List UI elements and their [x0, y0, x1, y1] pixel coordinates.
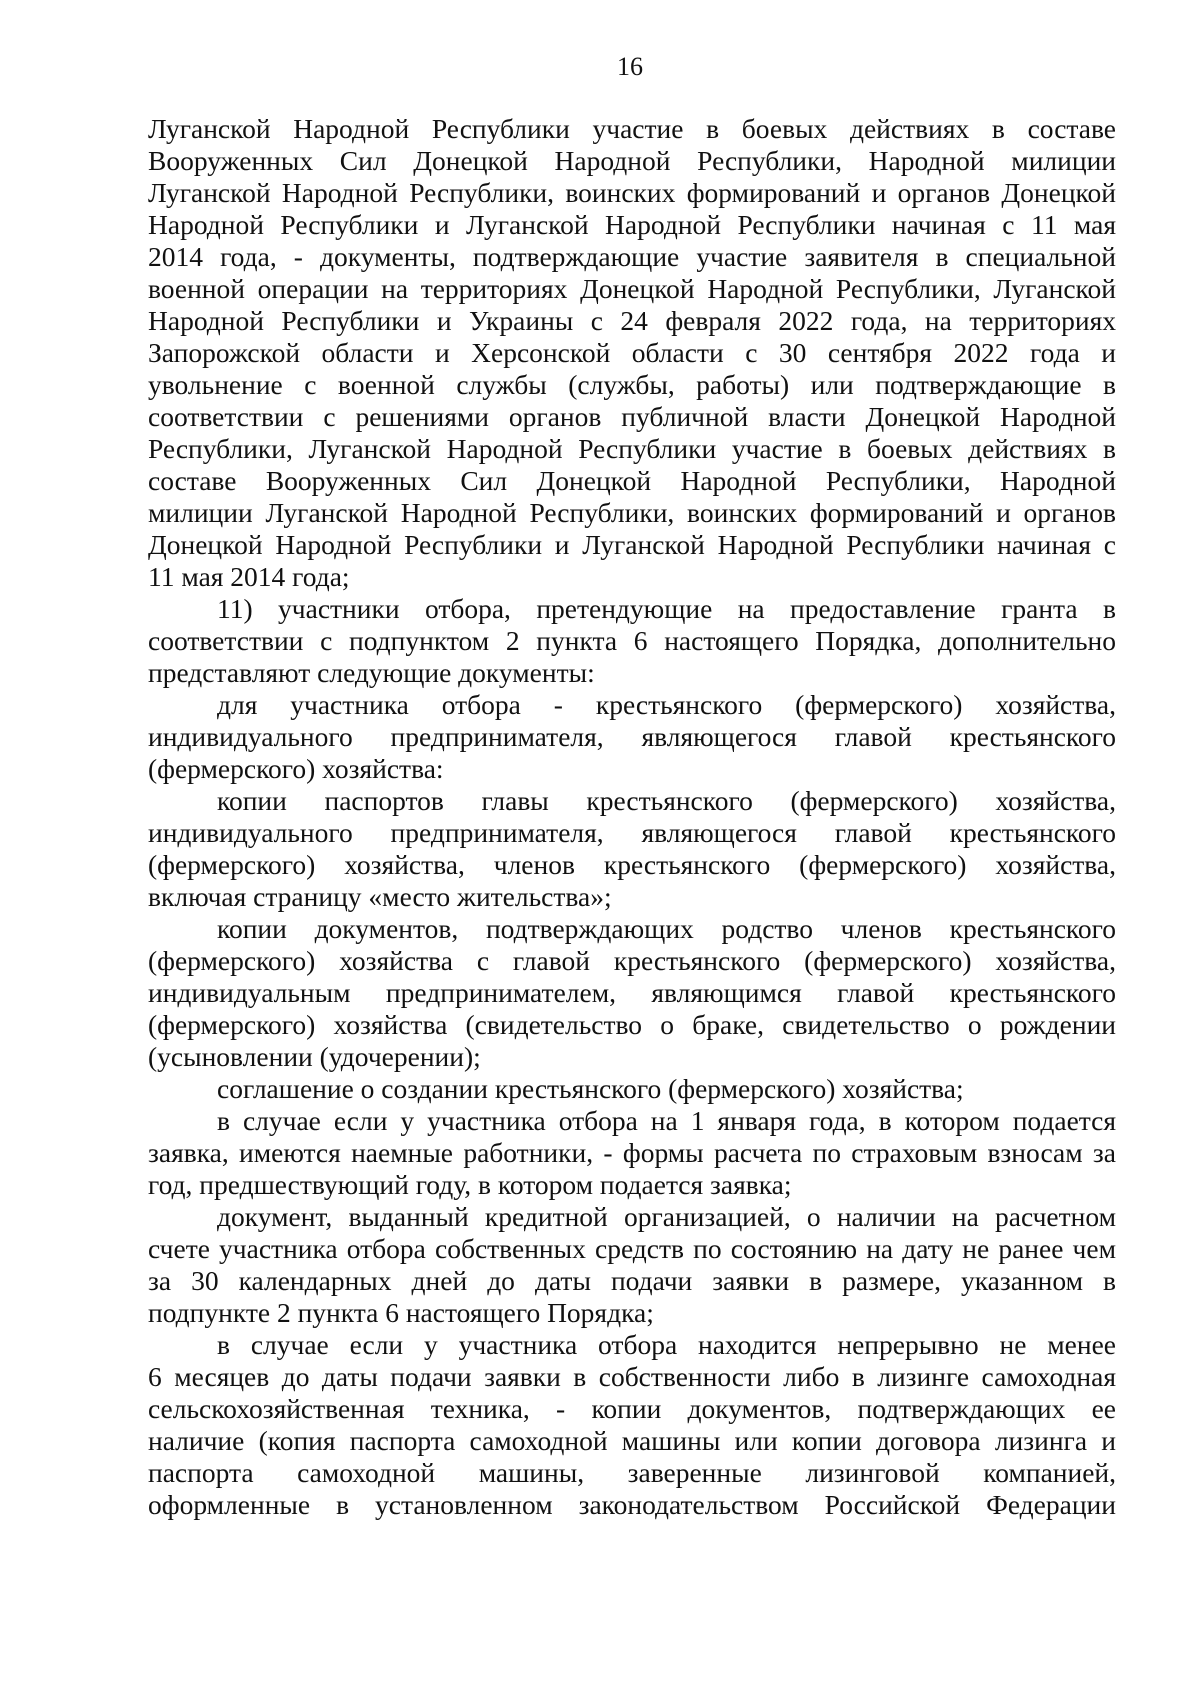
text-line: милиции Луганской Народной Республики, воинских формирований и органов — [148, 497, 1116, 528]
text-line: Запорожской области и Херсонской области с 30 сентября 2022 года и — [148, 337, 1116, 368]
text-line: за 30 календарных дней до даты подачи заявки в размере, указанном в — [148, 1265, 1116, 1296]
text-line: военной операции на территориях Донецкой Народной Республики, Луганской — [148, 273, 1116, 304]
text-line: паспорта самоходной машины, заверенные лизинговой компанией, — [148, 1457, 1116, 1488]
text-line: индивидуального предпринимателя, являющегося главой крестьянского — [148, 721, 1116, 752]
text-line: сельскохозяйственная техника, - копии документов, подтверждающих ее — [148, 1393, 1116, 1424]
text-line: соглашение о создании крестьянского (фермерского) хозяйства; — [217, 1073, 964, 1104]
text-line: (фермерского) хозяйства (свидетельство о браке, свидетельство о рождении — [148, 1009, 1116, 1040]
text-line: составе Вооруженных Сил Донецкой Народной Республики, Народной — [148, 465, 1116, 496]
document-body — [148, 113, 1116, 1521]
text-line: Республики, Луганской Народной Республики участие в боевых действиях в — [148, 433, 1116, 464]
text-line: счете участника отбора собственных средств по состоянию на дату не ранее чем — [148, 1233, 1116, 1264]
text-line: 11) участники отбора, претендующие на предоставление гранта в — [217, 593, 1116, 624]
text-line: (фермерского) хозяйства, членов крестьянского (фермерского) хозяйства, — [148, 849, 1116, 880]
text-line: Народной Республики и Луганской Народной Республики начиная с 11 мая — [148, 209, 1116, 240]
text-line: документ, выданный кредитной организацией, о наличии на расчетном — [217, 1201, 1116, 1232]
text-line: наличие (копия паспорта самоходной машины или копии договора лизинга и — [148, 1425, 1116, 1456]
text-line: Луганской Народной Республики, воинских формирований и органов Донецкой — [148, 177, 1116, 208]
text-line: (усыновлении (удочерении); — [148, 1041, 481, 1072]
text-line: (фермерского) хозяйства с главой крестьянского (фермерского) хозяйства, — [148, 945, 1116, 976]
text-line: копии документов, подтверждающих родство членов крестьянского — [217, 913, 1116, 944]
text-line: 6 месяцев до даты подачи заявки в собственности либо в лизинге самоходная — [148, 1361, 1116, 1392]
text-line: соответствии с подпунктом 2 пункта 6 настоящего Порядка, дополнительно — [148, 625, 1116, 656]
text-line: для участника отбора - крестьянского (фермерского) хозяйства, — [217, 689, 1116, 720]
text-line: год, предшествующий году, в котором подается заявка; — [148, 1169, 792, 1200]
text-line: оформленные в установленном законодательством Российской Федерации — [148, 1489, 1116, 1520]
text-line: в случае если у участника отбора на 1 января года, в котором подается — [217, 1105, 1116, 1136]
text-line: копии паспортов главы крестьянского (фермерского) хозяйства, — [217, 785, 1116, 816]
text-line: заявка, имеются наемные работники, - формы расчета по страховым взносам за — [148, 1137, 1116, 1168]
text-line: индивидуального предпринимателя, являющегося главой крестьянского — [148, 817, 1116, 848]
text-line: включая страницу «место жительства»; — [148, 881, 612, 912]
text-line: в случае если у участника отбора находится непрерывно не менее — [217, 1329, 1116, 1360]
text-line: Вооруженных Сил Донецкой Народной Республики, Народной милиции — [148, 145, 1116, 176]
text-line: соответствии с решениями органов публичной власти Донецкой Народной — [148, 401, 1116, 432]
text-line: Луганской Народной Республики участие в боевых действиях в составе — [148, 113, 1116, 144]
text-line: индивидуальным предпринимателем, являющимся главой крестьянского — [148, 977, 1116, 1008]
text-line: (фермерского) хозяйства: — [148, 753, 444, 784]
text-line: увольнение с военной службы (службы, работы) или подтверждающие в — [148, 369, 1116, 400]
text-line: 2014 года, - документы, подтверждающие участие заявителя в специальной — [148, 241, 1116, 272]
page-number: 16 — [617, 52, 643, 81]
text-line: 11 мая 2014 года; — [148, 561, 350, 592]
text-line: Донецкой Народной Республики и Луганской Народной Республики начиная с — [148, 529, 1116, 560]
text-line: подпункте 2 пункта 6 настоящего Порядка; — [148, 1297, 654, 1328]
text-line: Народной Республики и Украины с 24 февраля 2022 года, на территориях — [148, 305, 1116, 336]
text-line: представляют следующие документы: — [148, 657, 595, 688]
